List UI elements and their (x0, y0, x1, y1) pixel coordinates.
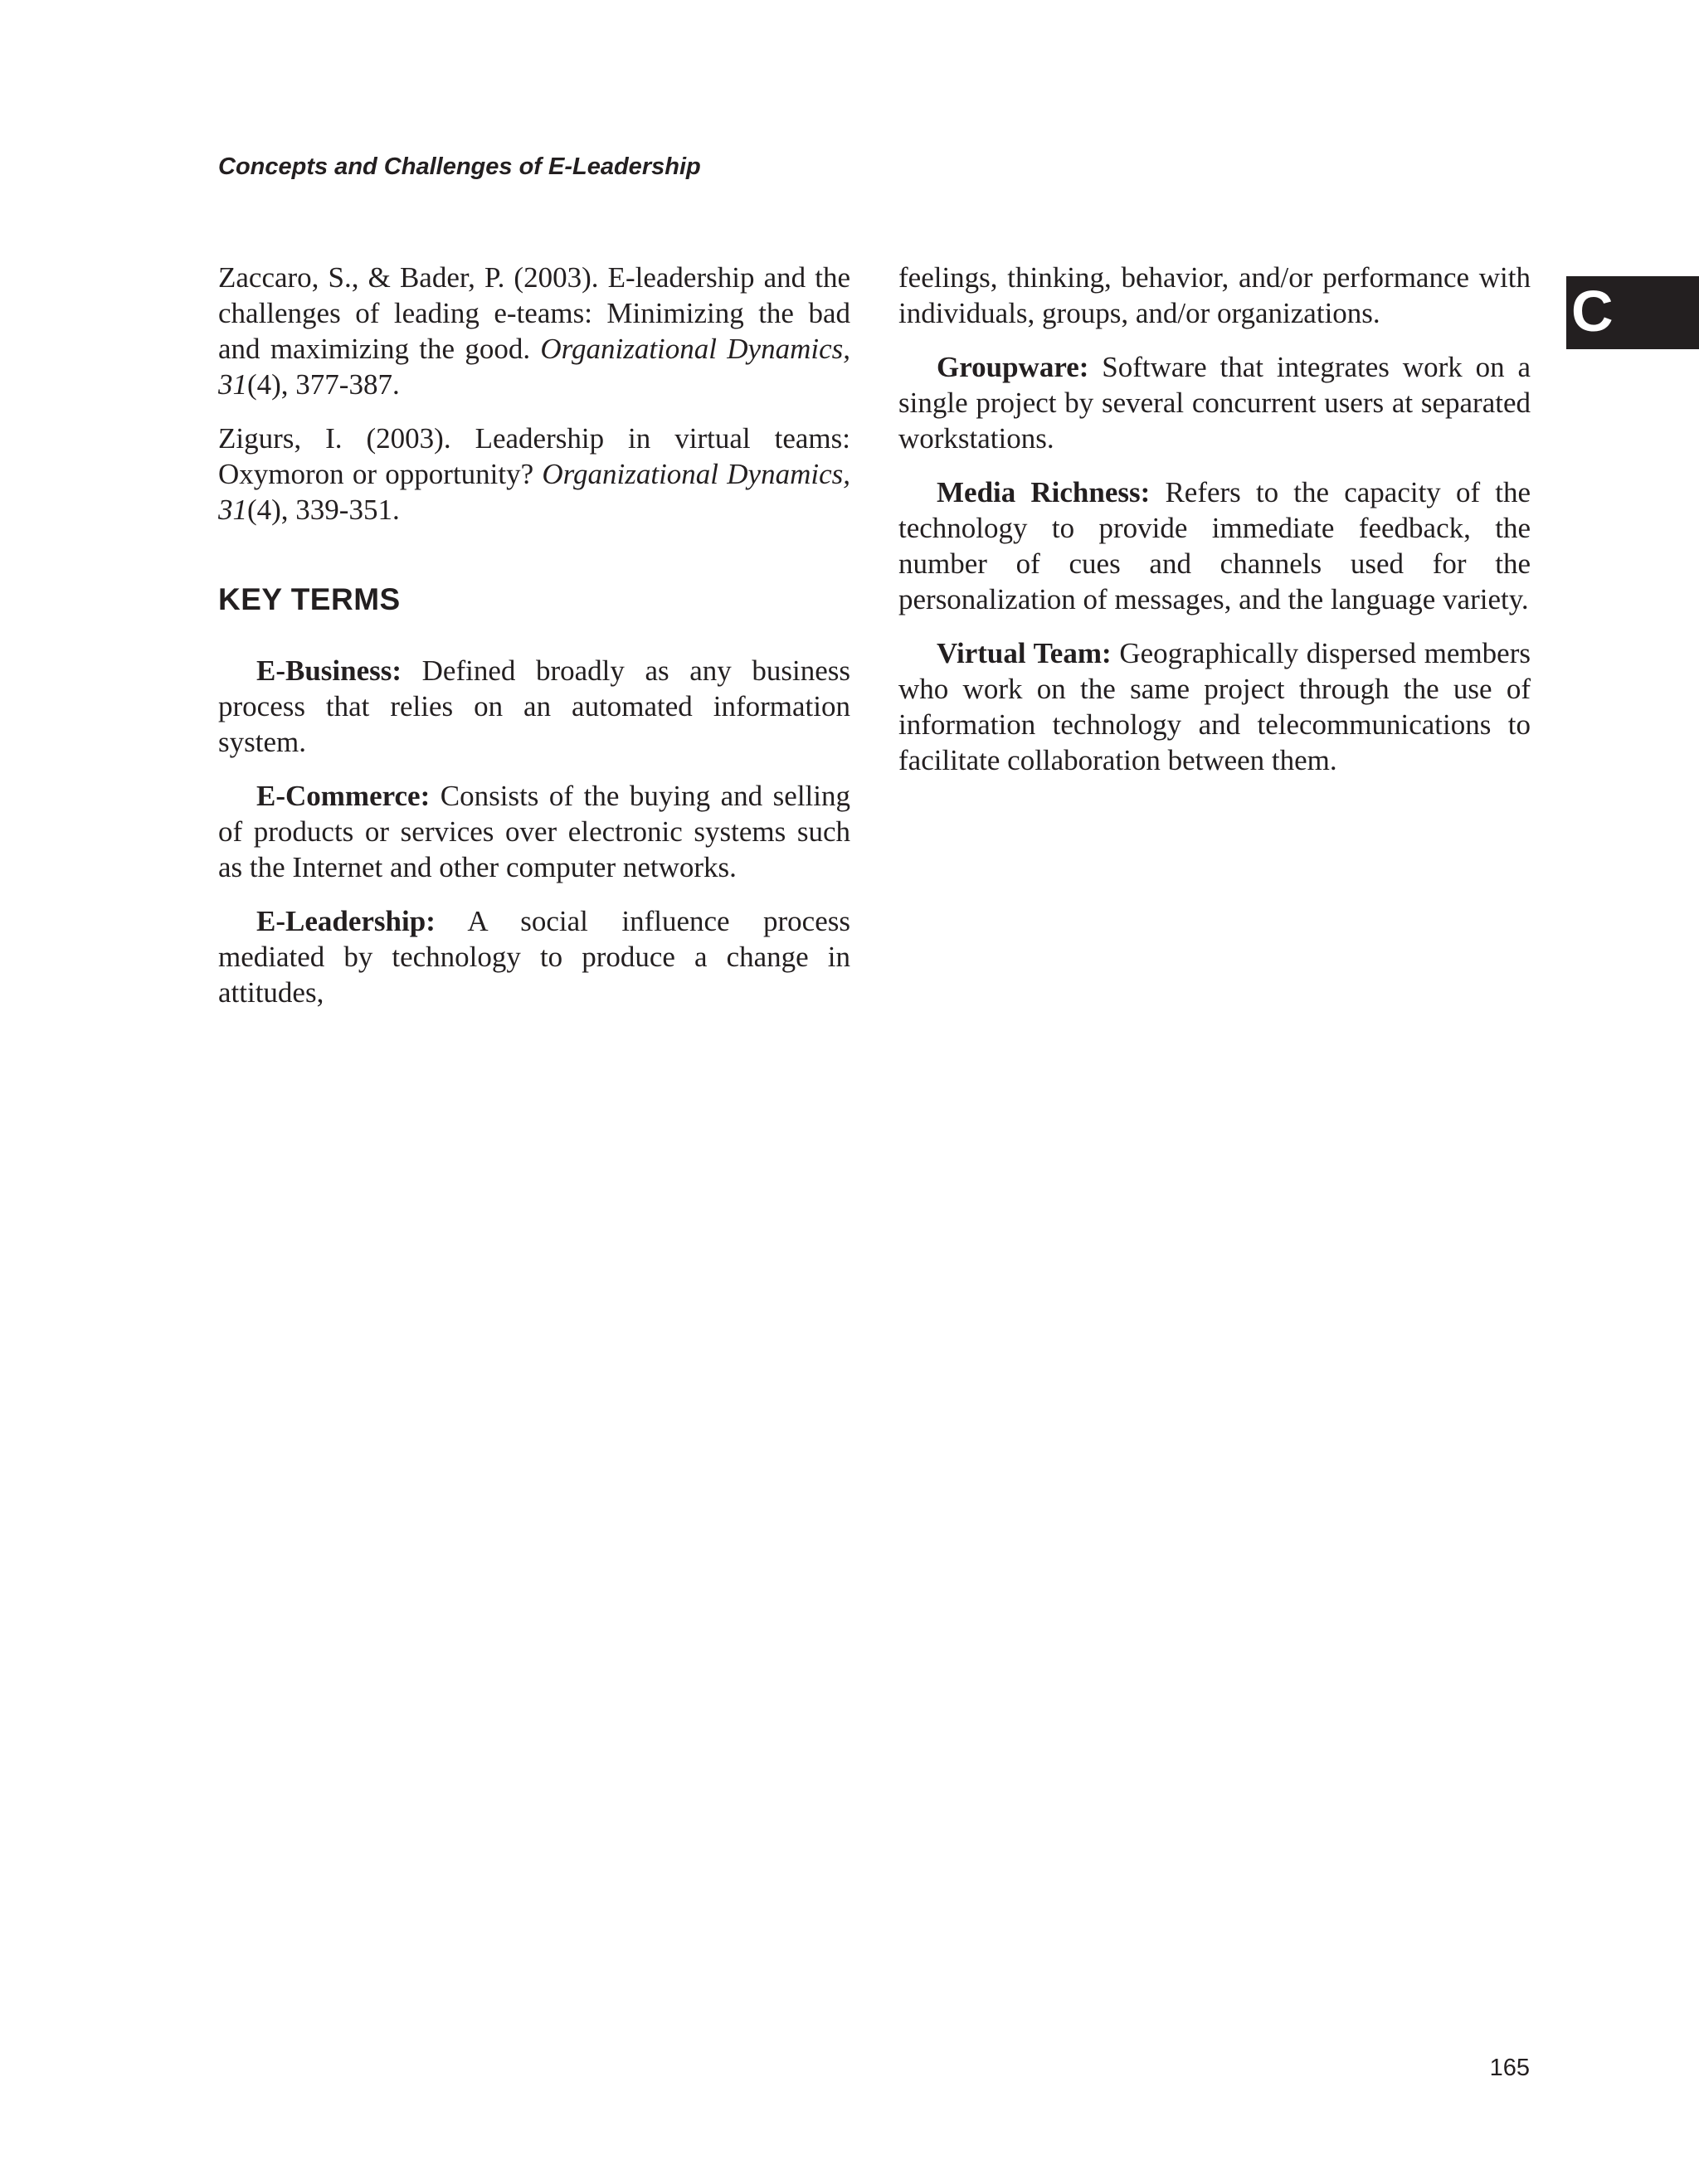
key-terms-heading: KEY TERMS (218, 582, 401, 616)
term-definition: Refers to the capacity of the technology to provide immediate feedback, the number of cues and channels used for the personalization of messages, and the language variety. (898, 476, 1531, 615)
term-definition: Software that integrates work on a single project by several concurrent users at separated workstations. (898, 351, 1531, 455)
right-column (898, 260, 1531, 796)
term-definition: Consists of the buying and selling of products or services over electronic systems such as the Internet and other computer networks. (218, 780, 850, 883)
term-name: E-Leadership: (256, 905, 436, 937)
key-term-entry (898, 635, 1531, 778)
term-continuation: feelings, thinking, behavior, and/or performance with individuals, groups, and/or organizations. (898, 261, 1531, 329)
reference-entry: Zigurs, I. (2003). Leadership in virtual teams: Oxymoron or opportunity? Organizational Dynamics, 31(4), 339-351. (218, 422, 850, 526)
term-definition: Defined broadly as any business process that relies on an automated information system. (218, 654, 850, 758)
reference-entry: Zaccaro, S., & Bader, P. (2003). E-leadership and the challenges of leading e-teams: Minimizing the bad and maximizing the good. Organizational Dynamics, 31(4), 377-387. (218, 261, 850, 401)
section-thumb-tab (1566, 276, 1699, 349)
key-term-entry (218, 903, 850, 1010)
left-column (218, 260, 850, 1029)
term-name: Media Richness: (937, 476, 1151, 508)
page-number: 165 (1489, 2055, 1530, 2081)
thumb-tab-letter: C (1571, 279, 1614, 343)
term-name: Virtual Team: (937, 637, 1112, 669)
key-term-entry (898, 349, 1531, 456)
running-head: Concepts and Challenges of E-Leadership (218, 153, 701, 180)
term-name: E-Commerce: (256, 780, 431, 812)
key-term-entry (898, 474, 1531, 617)
key-term-entry (218, 778, 850, 885)
term-name: Groupware: (937, 351, 1089, 383)
key-term-entry (218, 653, 850, 760)
term-definition: Geographically dispersed members who work on the same project through the use of information technology and telecommunications to facilitate collaboration between them. (898, 637, 1531, 776)
term-definition: A social influence process mediated by technology to produce a change in attitudes, (218, 905, 850, 1009)
term-name: E-Business: (256, 654, 402, 687)
